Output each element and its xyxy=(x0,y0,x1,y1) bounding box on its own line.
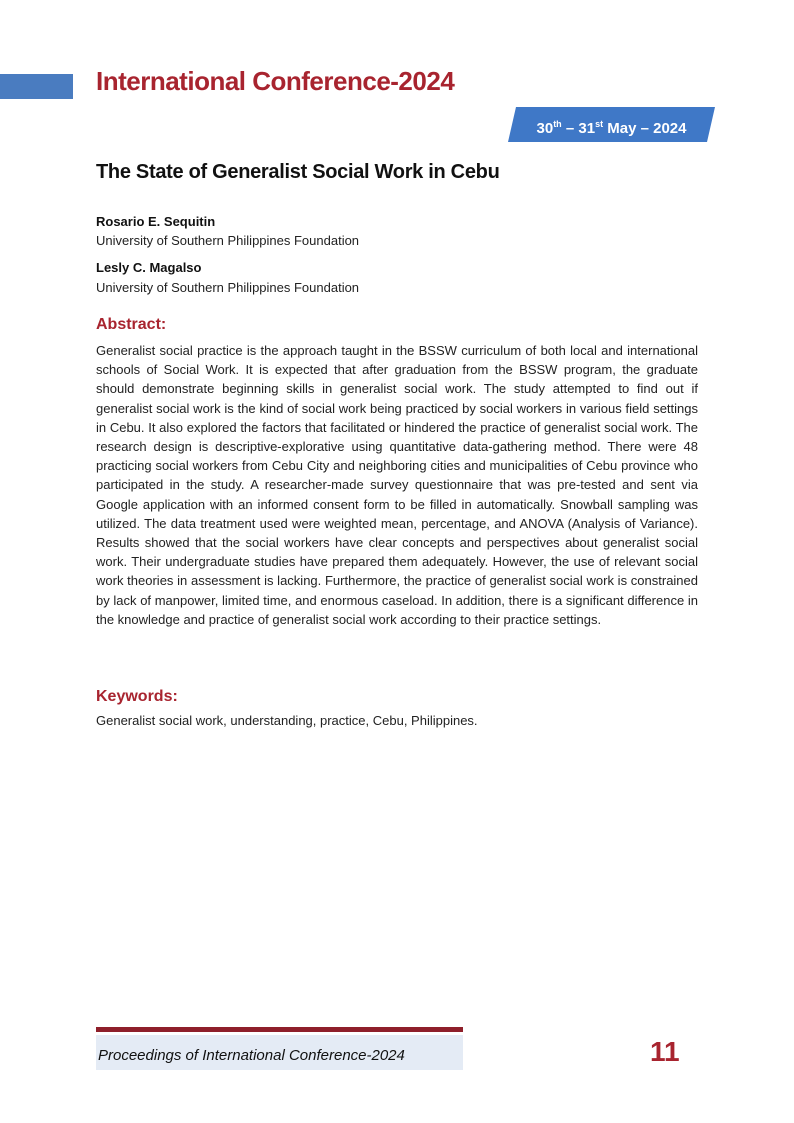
header-accent-bar xyxy=(0,74,73,99)
keywords-text: Generalist social work, understanding, practice, Cebu, Philippines. xyxy=(96,713,478,728)
paper-title: The State of Generalist Social Work in Cebu xyxy=(96,161,500,183)
date-end-day: 31 xyxy=(578,120,596,137)
author-name: Lesly C. Magalso xyxy=(96,260,202,275)
proceedings-label: Proceedings of International Conference-2024 xyxy=(98,1047,405,1064)
date-banner xyxy=(508,107,715,142)
abstract-text: Generalist social practice is the approach taught in the BSSW curriculum of both local and international schools of Social Work. It is expected that after graduation from the BSSW program, the graduate should demonstrate beginning skills in generalist social work. The study attempted to find out if generalist social work is the kind of social work being practiced by social workers in various field settings in Cebu. It also explored the factors that facilitated or hindered the practice of generalist social work. The research design is descriptive-explorative using quantitative data-gathering method. There were 48 practicing social workers from Cebu City and neighboring cities and municipalities of Cebu province who participated in the study. A researcher-made survey questionnaire that was pre-tested and sent via Google application with an informed consent form to be filled in automatically. Snowball sampling was utilized. The data treatment used were weighted mean, percentage, and ANOVA (Analysis of Variance). Results showed that the social workers have clear concepts and perspectives about generalist social work. Their undergraduate studies have prepared them adequately. However, the use of relevant social work theories in assessment is lacking. Furthermore, the practice of generalist social work is constrained by lack of manpower, limited time, and enormous caseload. In addition, there is a significant difference in the knowledge and practice of generalist social work according to their practice settings. xyxy=(96,343,698,627)
date-start-suffix: th xyxy=(553,119,562,129)
author-affiliation: University of Southern Philippines Foundation xyxy=(96,280,360,295)
conference-title: International Conference-2024 xyxy=(96,66,455,96)
date-separator: – xyxy=(561,120,579,137)
abstract-heading: Abstract: xyxy=(96,316,167,333)
author-name: Rosario E. Sequitin xyxy=(96,214,216,229)
page-number: 11 xyxy=(650,1036,680,1067)
date-end-suffix: st xyxy=(595,119,604,129)
date-start-day: 30 xyxy=(536,120,554,137)
footer-divider xyxy=(96,1027,463,1032)
keywords-heading: Keywords: xyxy=(96,688,178,705)
conference-dates xyxy=(508,107,715,142)
author-affiliation: University of Southern Philippines Foundation xyxy=(96,233,360,248)
date-month-year: May – 2024 xyxy=(603,120,687,137)
